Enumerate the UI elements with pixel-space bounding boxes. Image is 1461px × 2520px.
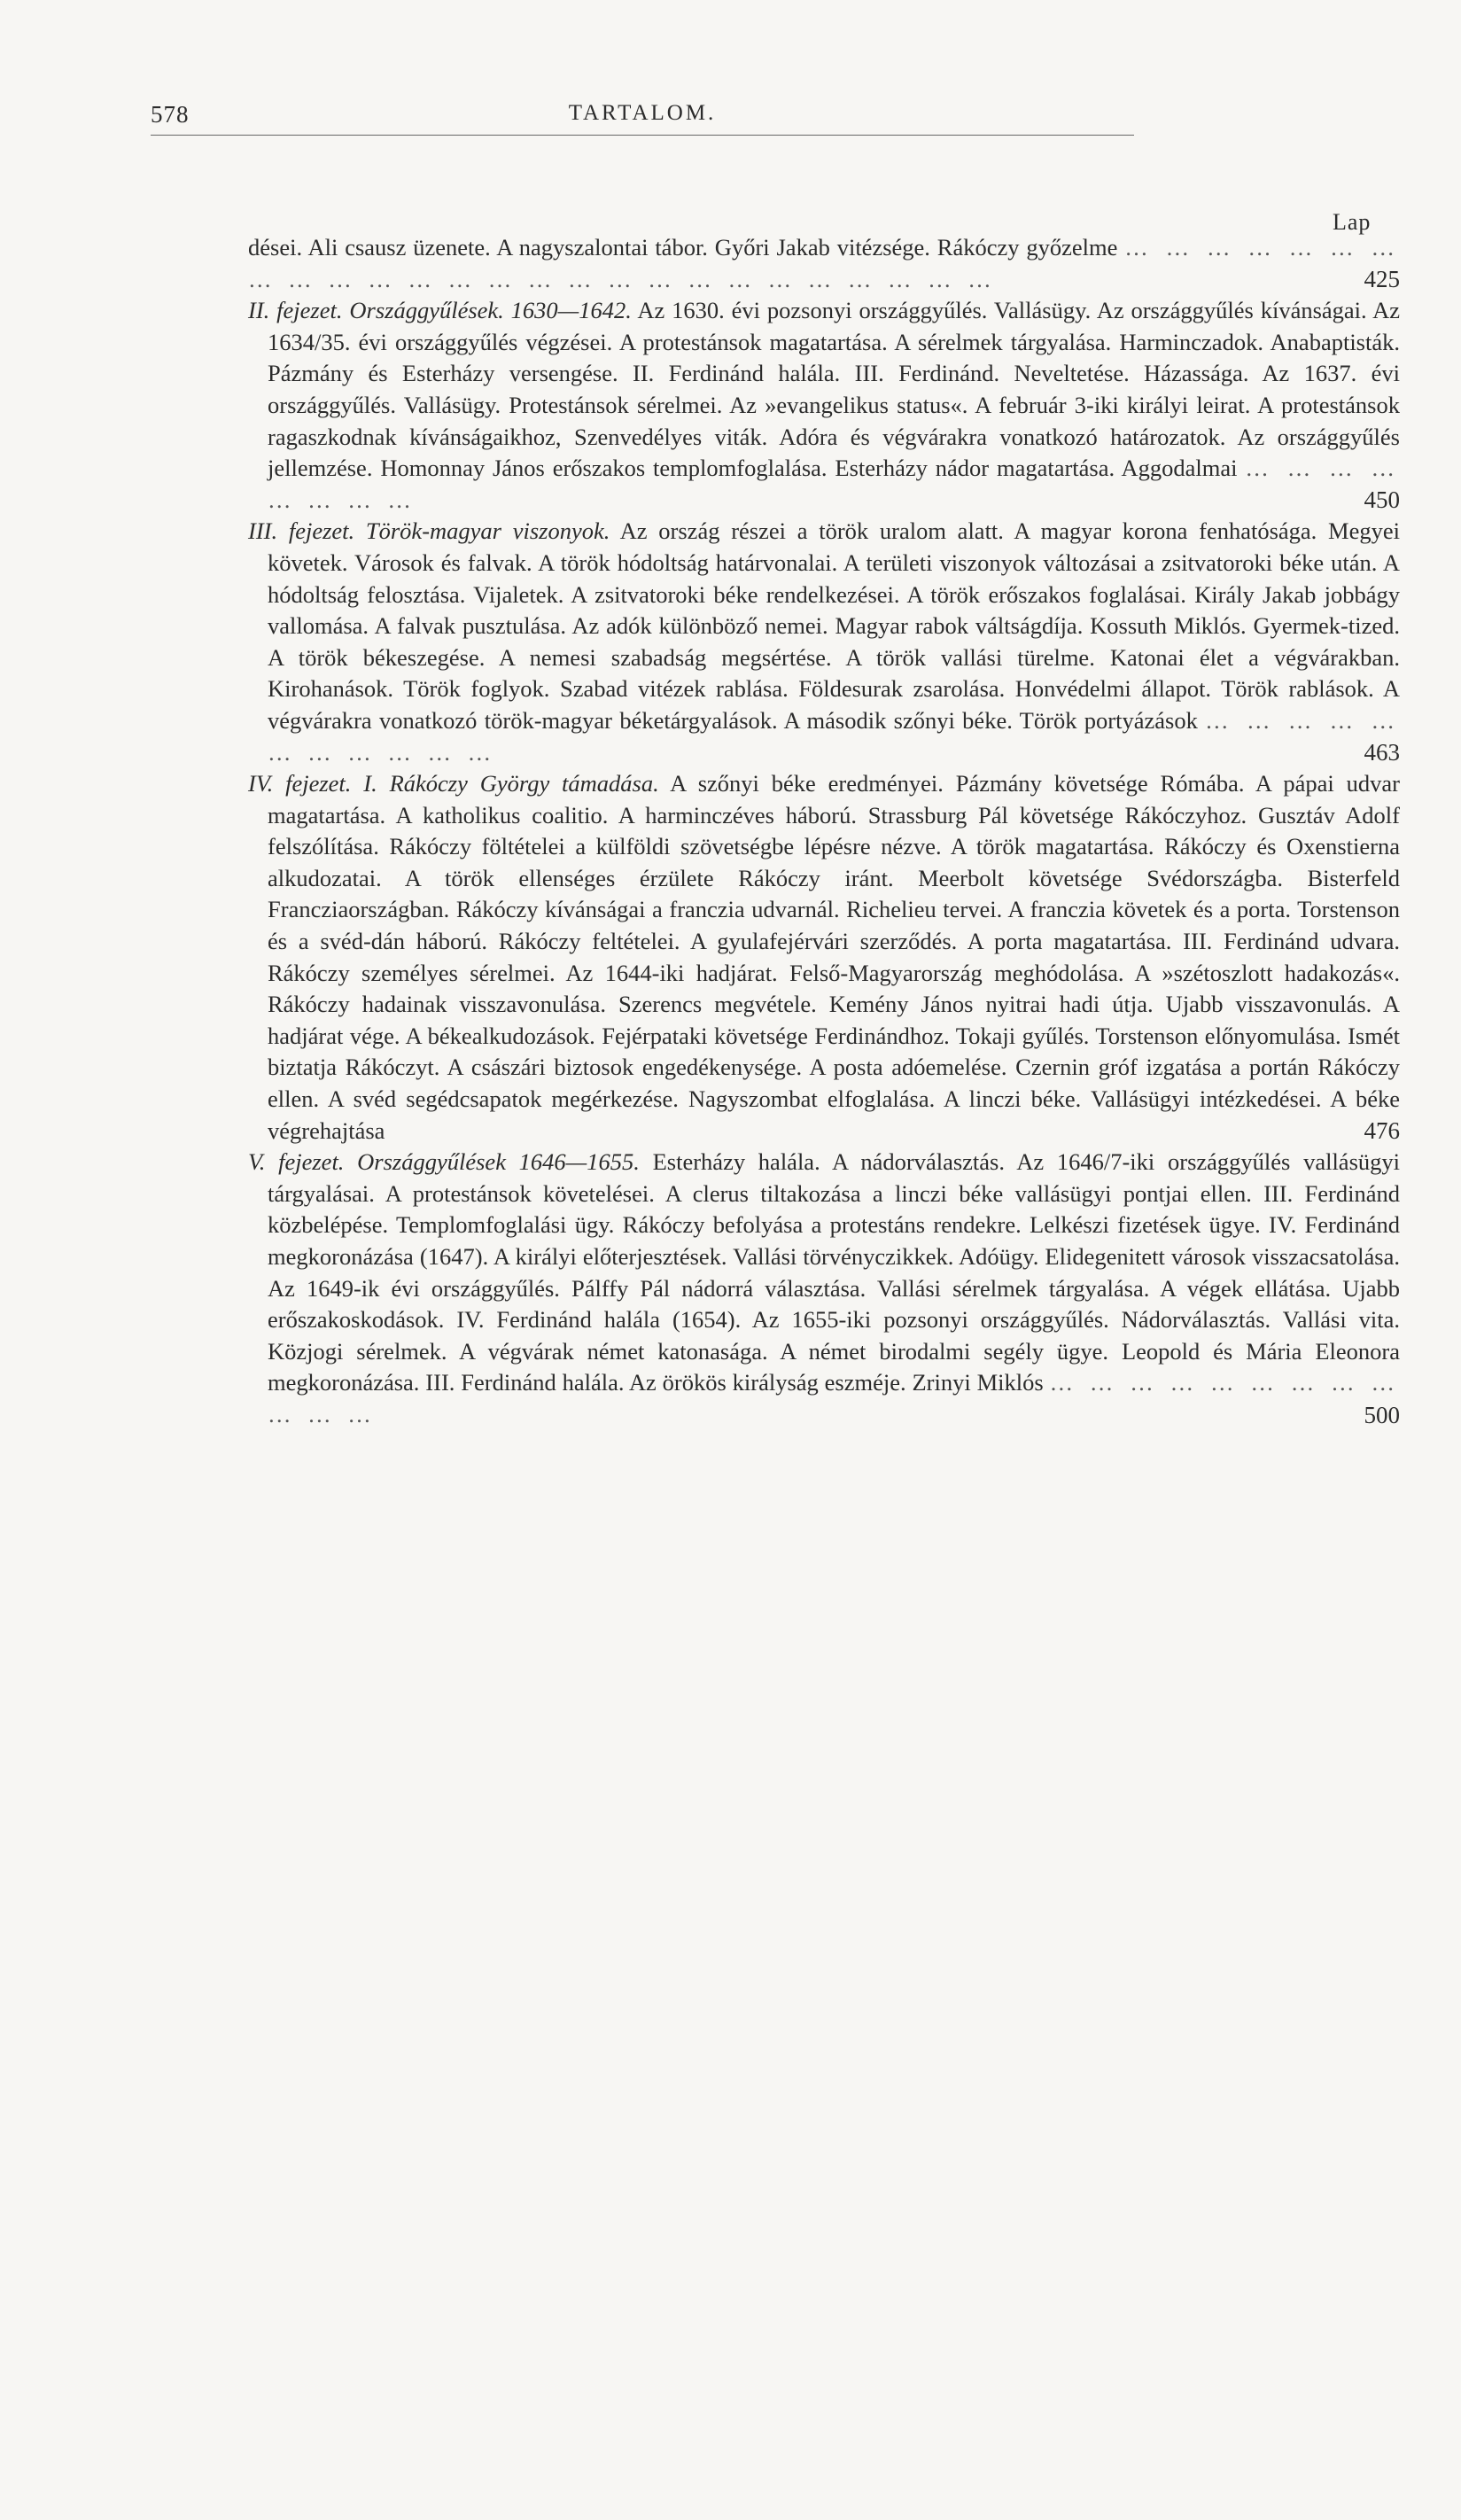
toc-entry [151, 295, 1400, 516]
chapter-heading: II. fejezet. Országgyűlések. 1630—1642. [248, 297, 632, 324]
table-of-contents [151, 232, 1400, 1431]
toc-entry-body: Az ország részei a török uralom alatt. A magyar korona fenhatósága. Megyei követek. Városok és falvak. A török hódoltság határvonalai. A területi viszonyok változásai a zsitvatoroki béke után. A hódoltság felosztása. Vijaletek. A zsitvatoroki béke rendelkezései. A török erőszakos foglalásai. Király Jakab jobbágy vallomása. A falvak pusztulása. Az adók különböző nemei. Magyar rabok váltságdíja. Kossuth Miklós. Gyermek-tized. A török békeszegése. A nemesi szabadság megsértése. A török vallási türelme. Katonai élet a végvárakban. Kirohanások. Török foglyok. Szabad vitézek rablása. Földesurak zsarolása. Honvédelmi állapot. Török rablások. A végvárakra vonatkozó török-magyar béketárgyalások. A második szőnyi béke. Török portyázások [268, 517, 1400, 734]
chapter-heading: III. fejezet. Török-magyar viszonyok. [248, 517, 610, 545]
toc-entry-page: 500 [1364, 1401, 1400, 1428]
page-number: 578 [151, 101, 190, 128]
leader-dots: … … … … … … … … … … … … … … … … … … … … … … … … … … [248, 234, 1401, 292]
toc-entry-page: 463 [1364, 739, 1400, 766]
running-title: TARTALOM. [568, 101, 717, 125]
leader-dots: … … … … … … … … … … … … [268, 1369, 1400, 1427]
toc-entry-text [248, 768, 1400, 1147]
toc-entry [151, 516, 1400, 768]
page-header [151, 99, 1134, 136]
page-column-label: Lap [1333, 209, 1372, 235]
toc-entry-text [248, 232, 1400, 295]
toc-entry [151, 768, 1400, 1147]
chapter-heading: IV. fejezet. I. Rákóczy György támadása. [248, 770, 659, 797]
toc-entry [151, 232, 1400, 295]
toc-entry-page: 450 [1364, 486, 1400, 514]
leader-dots: … … … … … … … … … … … [268, 706, 1401, 766]
toc-entry [151, 1147, 1400, 1430]
toc-entry-body: Az 1630. évi pozsonyi országgyűlés. Vallásügy. Az országgyűlés kívánságai. Az 1634/35. évi országgyűlés végzései. A protestánsok magatartása. A sérelmek tárgyalása. Harminczadok. Anabaptisták. Pázmány és Esterházy versengése. II. Ferdinánd halála. III. Ferdinánd. Neveltetése. Házassága. Az 1637. évi országgyűlés. Vallásügy. Protestánsok sérelmei. Az »evangelikus status«. A február 3-iki királyi leirat. A protestánsok ragaszkodnak kívánságaikhoz, Szenvedélyes viták. Adóra és végvárakra vonatkozó határozatok. Az országgyűlés jellemzése. Homonnay János erőszakos templomfoglalása. Esterházy nádor magatartása. Aggodalmai [268, 297, 1400, 482]
toc-entry-text [248, 295, 1400, 516]
leader-dots: … … … … … … … … [268, 455, 1401, 513]
chapter-heading: V. fejezet. Országgyűlések 1646—1655. [248, 1148, 640, 1176]
toc-entry-body: Esterházy halála. A nádorválasztás. Az 1646/7-iki országgyűlés vallásügyi tárgyalásai. A protestánsok követelései. A clerus tiltakozása a linczi béke vallásügyi pontjai ellen. III. Ferdinánd közbelépése. Templomfoglalási ügy. Rákóczy befolyása a protestáns rendekre. Lelkészi fizetések ügye. IV. Ferdinánd megkoronázása (1647). A királyi előterjesztések. Vallási törvényczikkek. Adóügy. Elidegenitett városok visszacsatolása. Az 1649-ik évi országgyűlés. Pálffy Pál nádorrá választása. Vallási sérelmek tárgyalása. A végek ellátása. Ujabb erőszakoskodások. IV. Ferdinánd halála (1654). Az 1655-iki pozsonyi országgyűlés. Nádorválasztás. Vallási vita. Közjogi sérelmek. A végvárak német katonasága. A német birodalmi segély ügye. Leopold és Mária Eleonora megkoronázása. III. Ferdinánd halála. Az örökös királyság eszméje. Zrinyi Miklós [268, 1148, 1400, 1396]
toc-entry-body: dései. Ali csausz üzenete. A nagyszalontai tábor. Győri Jakab vitézsége. Rákóczy győzelme [248, 234, 1118, 261]
toc-entry-text [248, 516, 1400, 768]
toc-entry-body: A szőnyi béke eredményei. Pázmány követsége Rómába. A pápai udvar magatartása. A katholikus coalitio. A harminczéves háború. Strassburg Pál követsége Rákóczyhoz. Gusztáv Adolf felszólítása. Rákóczy föltételei a külföldi szövetségbe lépésre nézve. A török magatartása. Rákóczy és Oxenstierna alkudozatai. A török ellenséges érzülete Rákóczy iránt. Meerbolt követsége Svédországba. Bisterfeld Francziaországban. Rákóczy kívánságai a franczia udvarnál. Richelieu tervei. A franczia követek és a porta. Torstenson és a svéd-dán háború. Rákóczy feltételei. A gyulafejérvári szerződés. A porta magatartása. III. Ferdinánd udvara. Rákóczy személyes sérelmei. Az 1644-iki hadjárat. Felső-Magyarország meghódolása. A »szétoszlott hadakozás«. Rákóczy hadainak visszavonulása. Szerencs megvétele. Kemény János nyitrai hadi útja. Ujabb visszavonulás. A hadjárat vége. A békealkudozások. Fejérpataki követsége Ferdinándhoz. Tokaji gyűlés. Torstenson előnyomulása. Ismét biztatja Rákóczyt. A császári biztosok engedékenysége. A posta adóemelése. Czernin gróf izgatása a portán Rákóczy ellen. A svéd segédcsapatok megérkezése. Nagyszombat elfoglalása. A linczi béke. Vallásügyi intézkedései. A béke végrehajtása [268, 770, 1400, 1144]
toc-entry-page: 476 [1364, 1117, 1400, 1145]
toc-entry-text [248, 1147, 1400, 1430]
toc-entry-page: 425 [1364, 266, 1400, 293]
